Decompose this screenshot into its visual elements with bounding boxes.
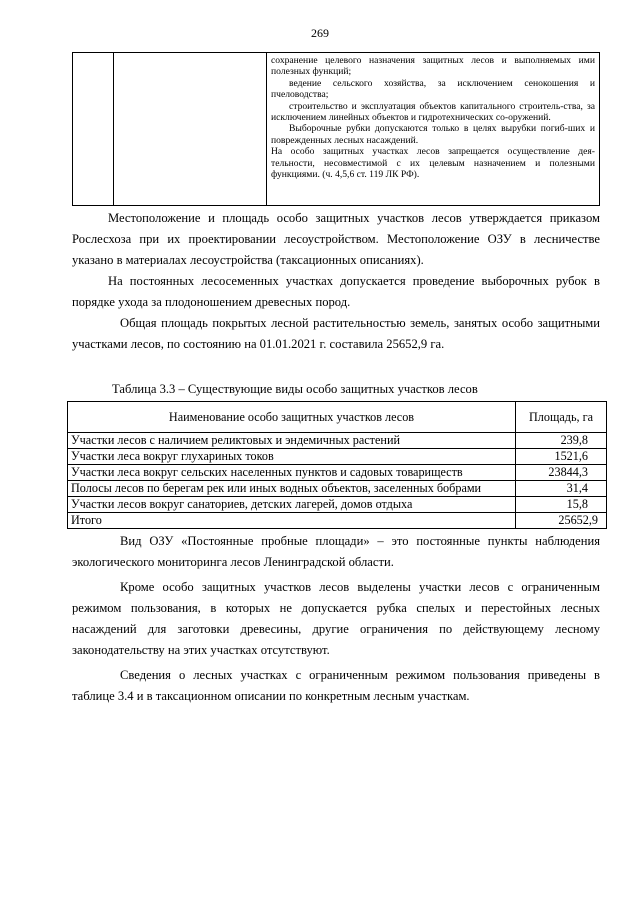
- row-name-cell: Участки леса вокруг сельских населенных пунктов и садовых товариществ: [68, 465, 516, 481]
- continuation-table-text-cell: [267, 53, 599, 205]
- continuation-table: [72, 52, 600, 206]
- row-name-cell: Участки лесов с наличием реликтовых и эндемичных растений: [68, 433, 516, 449]
- header-name-cell: Наименование особо защитных участков лесов: [68, 402, 516, 433]
- table-caption: Таблица 3.3 – Существующие виды особо защитных участков лесов: [112, 382, 478, 396]
- row-name-cell: Полосы лесов по берегам рек или иных водных объектов, заселенных бобрами: [68, 481, 516, 497]
- total-name-cell: Итого: [68, 513, 516, 529]
- paragraph-table-reference: Сведения о лесных участках с ограниченным режимом пользования приведены в таблице 3.4 и в таксационном описании по конкретным лесным участкам.: [72, 668, 600, 703]
- header-area-cell: Площадь, га: [516, 402, 607, 433]
- row-area-cell: 1521,6: [516, 449, 607, 465]
- row-area-cell: 31,4: [516, 481, 607, 497]
- paragraph-total-area: Общая площадь покрытых лесной растительностью земель, занятых особо защитными участками лесов, по состоянию на 01.01.2021 г. составила 25652,9 га.: [72, 316, 600, 351]
- table-row: [68, 433, 607, 449]
- paragraph-seed-plots: На постоянных лесосеменных участках допускается проведение выборочных рубок в порядке ухода за плодоношением древесных пород.: [72, 274, 600, 309]
- table-row: [68, 465, 607, 481]
- row-area-cell: 15,8: [516, 497, 607, 513]
- restriction-line: Выборочные рубки допускаются только в целях вырубки погиб-ших и поврежденных лесных насаждений.: [271, 123, 595, 146]
- paragraph-ozu-location: Местоположение и площадь особо защитных участков лесов утверждается приказом Рослесхоза при их проектировании лесоустройством. Местоположение ОЗУ в лесничестве указано в материалах лесоустройства (таксационных описаниях).: [72, 211, 600, 267]
- ozu-types-table: [67, 401, 607, 529]
- paragraph-restricted-regime: Кроме особо защитных участков лесов выделены участки лесов с ограниченным режимом пользования, в которых не допускается рубка спелых и перестойных лесных насаждений для заготовки древесины, другие ограничения по действующему лесному законодательству на этих участках отсутствуют.: [72, 580, 600, 657]
- row-area-cell: 23844,3: [516, 465, 607, 481]
- table-row: [68, 481, 607, 497]
- row-name-cell: Участки лесов вокруг санаториев, детских лагерей, домов отдыха: [68, 497, 516, 513]
- page-number: 269: [311, 26, 329, 40]
- total-area-cell: 25652,9: [516, 513, 607, 529]
- paragraph-permanent-plots: Вид ОЗУ «Постоянные пробные площади» – это постоянные пункты наблюдения экологического мониторинга лесов Ленинградской области.: [72, 534, 600, 569]
- restriction-line: строительство и эксплуатация объектов капитального строитель-ства, за исключением линейных объектов и гидротехнических со-оружений.: [271, 100, 595, 124]
- table-row: [68, 497, 607, 513]
- table-row: [68, 449, 607, 465]
- row-name-cell: Участки леса вокруг глухариных токов: [68, 449, 516, 465]
- restriction-line: сохранение целевого назначения защитных лесов и выполняемых ими полезных функций;: [271, 55, 595, 78]
- continuation-table-empty-cell-2: [114, 53, 267, 205]
- table-header-row: [68, 402, 607, 433]
- restriction-line: На особо защитных участках лесов запрещается осуществление дея-тельности, несовместимой с их целевым назначением и полезными функциями. (ч. 4,5,6 ст. 119 ЛК РФ).: [271, 146, 595, 181]
- restriction-line: ведение сельского хозяйства, за исключением сенокошения и пчеловодства;: [271, 77, 595, 101]
- row-area-cell: 239,8: [516, 433, 607, 449]
- table-total-row: [68, 513, 607, 529]
- continuation-table-empty-cell-1: [73, 53, 114, 205]
